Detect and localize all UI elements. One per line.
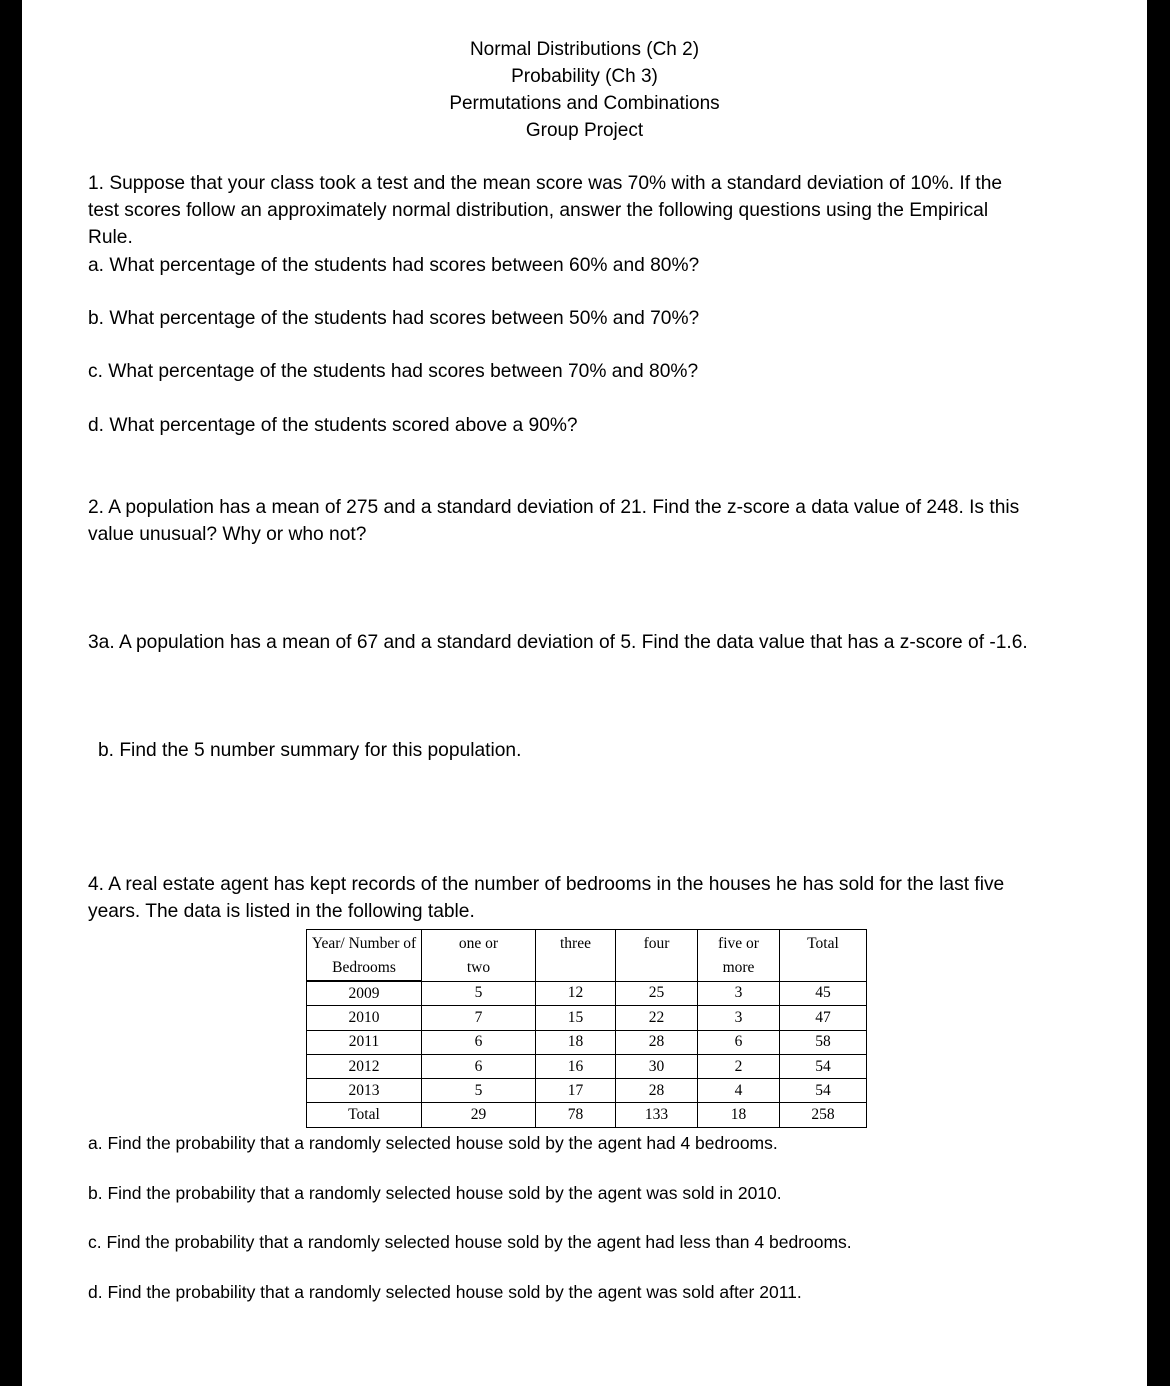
table-row [307,981,867,1006]
q4-part-a: a. Find the probability that a randomly selected house sold by the agent had 4 bedrooms. [88,1133,778,1153]
table-cell: 45 [780,981,867,1006]
q1-part-c: c. What percentage of the students had scores between 70% and 80%? [88,361,699,382]
table-cell: 2009 [307,981,422,1006]
q1-line-1: 1. Suppose that your class took a test and the mean score was 70% with a standard deviation of 10%. If the [88,173,1003,194]
table-header-cell [698,930,780,982]
header-cell-line: one or [458,935,499,952]
header-line-3: Permutations and Combinations [449,93,720,114]
table-row [307,1006,867,1030]
table-header-cell [616,930,698,982]
header-line-4: Group Project [525,120,644,141]
table-cell: 15 [536,1006,616,1030]
table-cell: 2013 [307,1079,422,1103]
header-line-1: Normal Distributions (Ch 2) [469,39,700,60]
q2-line-2: value unusual? Why or who not? [88,524,367,545]
q4-part-d: d. Find the probability that a randomly selected house sold by the agent was sold after 2011. [88,1282,802,1302]
table-cell: 18 [536,1030,616,1054]
header-line-2: Probability (Ch 3) [511,66,658,87]
table-cell: 7 [422,1006,536,1030]
q2-line-1: 2. A population has a mean of 275 and a standard deviation of 21. Find the z-score a data value of 248. Is this [88,497,1020,518]
q1-line-3: Rule. [88,227,133,248]
q1-part-d: d. What percentage of the students scored above a 90%? [88,415,578,436]
table-cell: 6 [422,1030,536,1054]
header-cell-line: two [466,959,491,976]
bedrooms-table [306,929,867,1128]
table-row [307,1079,867,1103]
table-cell: 16 [536,1054,616,1078]
header-cell-line: Year/ Number of [311,935,417,952]
header-cell-line: five or [718,935,759,952]
table-cell: 3 [698,1006,780,1030]
document-page [22,0,1147,1386]
table-cell: 22 [616,1006,698,1030]
table-cell: 30 [616,1054,698,1078]
table-row [307,1030,867,1054]
q4-part-b: b. Find the probability that a randomly selected house sold by the agent was sold in 2010. [88,1183,782,1203]
header-cell-line: Total [807,935,839,952]
table-cell: 54 [780,1054,867,1078]
table-cell: 47 [780,1006,867,1030]
q4-line-1: 4. A real estate agent has kept records of the number of bedrooms in the houses he has sold for the last five [88,874,1005,895]
table-cell: 29 [422,1103,536,1127]
table-cell: 4 [698,1079,780,1103]
q1-line-2: test scores follow an approximately normal distribution, answer the following questions using the Empirical [88,200,989,221]
table-cell: 3 [698,981,780,1006]
table-cell: 12 [536,981,616,1006]
table-cell: 2 [698,1054,780,1078]
table-cell: 5 [422,1079,536,1103]
header-cell-line: three [560,935,591,952]
table-cell: 25 [616,981,698,1006]
q3-part-b: b. Find the 5 number summary for this population. [98,740,522,761]
table-header-cell [780,930,867,982]
q1-part-b: b. What percentage of the students had scores between 50% and 70%? [88,308,700,329]
table-cell: 2011 [307,1030,422,1054]
table-cell: Total [307,1103,422,1127]
table-cell: 17 [536,1079,616,1103]
table-cell: 2010 [307,1006,422,1030]
table-cell: 133 [616,1103,698,1127]
table-header-cell [536,930,616,982]
table-cell: 2012 [307,1054,422,1078]
table-row [307,1054,867,1078]
table-cell: 54 [780,1079,867,1103]
table-cell: 28 [616,1079,698,1103]
table-total-row [307,1103,867,1127]
q4-line-2: years. The data is listed in the following table. [88,901,475,922]
header-cell-line: four [643,935,670,952]
table-cell: 258 [780,1103,867,1127]
table-cell: 18 [698,1103,780,1127]
q4-part-c: c. Find the probability that a randomly selected house sold by the agent had less than 4 bedrooms. [88,1232,852,1252]
table-cell: 6 [698,1030,780,1054]
q1-part-a: a. What percentage of the students had scores between 60% and 80%? [88,255,700,276]
q3-part-a: 3a. A population has a mean of 67 and a standard deviation of 5. Find the data value that has a z-score of -1.6. [88,632,1028,653]
table-cell: 78 [536,1103,616,1127]
table-cell: 58 [780,1030,867,1054]
table-cell: 28 [616,1030,698,1054]
header-cell-line: more [722,959,755,976]
table-header-cell [307,930,422,982]
table-header-cell [422,930,536,982]
table-cell: 6 [422,1054,536,1078]
table-cell: 5 [422,981,536,1006]
table-header-row [307,930,867,982]
header-cell-line: Bedrooms [332,959,396,976]
